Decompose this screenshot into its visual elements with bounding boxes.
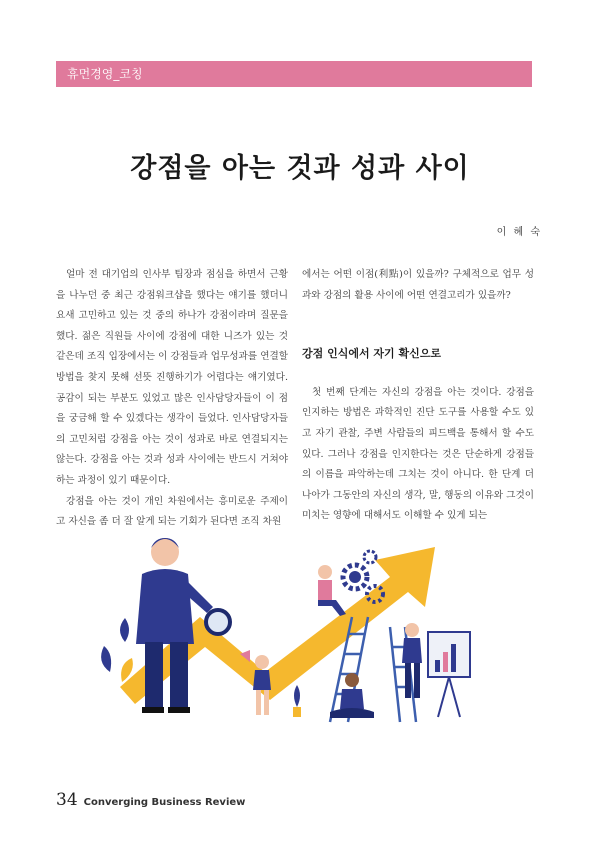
journal-name: Converging Business Review [83,797,246,808]
gear-icon [364,551,376,563]
right-column [302,265,534,527]
body-paragraph: 강점을 아는 것이 개인 차원에서는 흥미로운 주제이고 자신을 좀 더 잘 알게 되는 기회가 된다면 조직 차원 [56,495,288,528]
business-growth-illustration [90,522,520,727]
article-title: 강점을 아는 것과 성과 사이 [130,153,470,184]
page-number: 34 [56,790,78,810]
subheading: 강점 인식에서 자기 확신으로 [302,347,441,361]
page-footer [56,790,245,810]
body-paragraph: 얼마 전 대기업의 인사부 팀장과 점심을 하면서 근황을 나누던 중 최근 강점워크샵을 했다는 얘기를 했더니 요새 고민하고 있는 것 중의 하나가 강점이라며 질문을 했다. 젊은 직원들 사이에 강점에 대한 니즈가 있는 것 같은데 조직 입장에서는 이 강점들과 업무성과를 연결할 방법을 찾지 못해 선뜻 진행하기가 어렵다는 얘기였다. 공감이 되는 부분도 있었고 많은 인사담당자들이 이 점을 궁금해 할 수 있겠다는 생각이 들었다. 인사담당자들의 고민처럼 강점을 아는 것이 성과로 바로 연결되지는 않는다. 강점을 아는 것과 성과 사이에는 반드시 거쳐야 하는 과정이 있기 때문이다. [56,269,288,486]
presentation-board [428,632,470,717]
plant-icon [293,685,301,717]
leaf-shape [120,618,129,642]
section-label: 휴먼경영_코칭 [67,67,143,81]
man-with-magnifier [136,538,230,713]
article-author: 이 혜 숙 [496,227,542,238]
left-column [56,265,288,533]
body-paragraph: 에서는 어떤 이점(利點)이 있을까? 구체적으로 업무 성과와 강점의 활용 사이에 어떤 연결고리가 있을까? [302,269,534,301]
woman-sitting [318,565,346,616]
leaf-shape [101,646,111,672]
section-bar [56,61,532,87]
gear-icon [343,565,367,589]
body-paragraph: 첫 번째 단계는 자신의 강점을 아는 것이다. 강점을 인지하는 방법은 과학적인 진단 도구를 사용할 수도 있고 자기 관찰, 주변 사람들의 피드백을 통해서 할 수도 있다. 그러나 강점을 인지한다는 것은 단순하게 강점들의 이름을 파악하는데 그치는 것이 아니다. 한 단계 더 나아가 그동안의 자신의 생각, 말, 행동의 이유와 그것이 미치는 영향에 대해서도 이해할 수 있게 되는 [302,386,534,522]
